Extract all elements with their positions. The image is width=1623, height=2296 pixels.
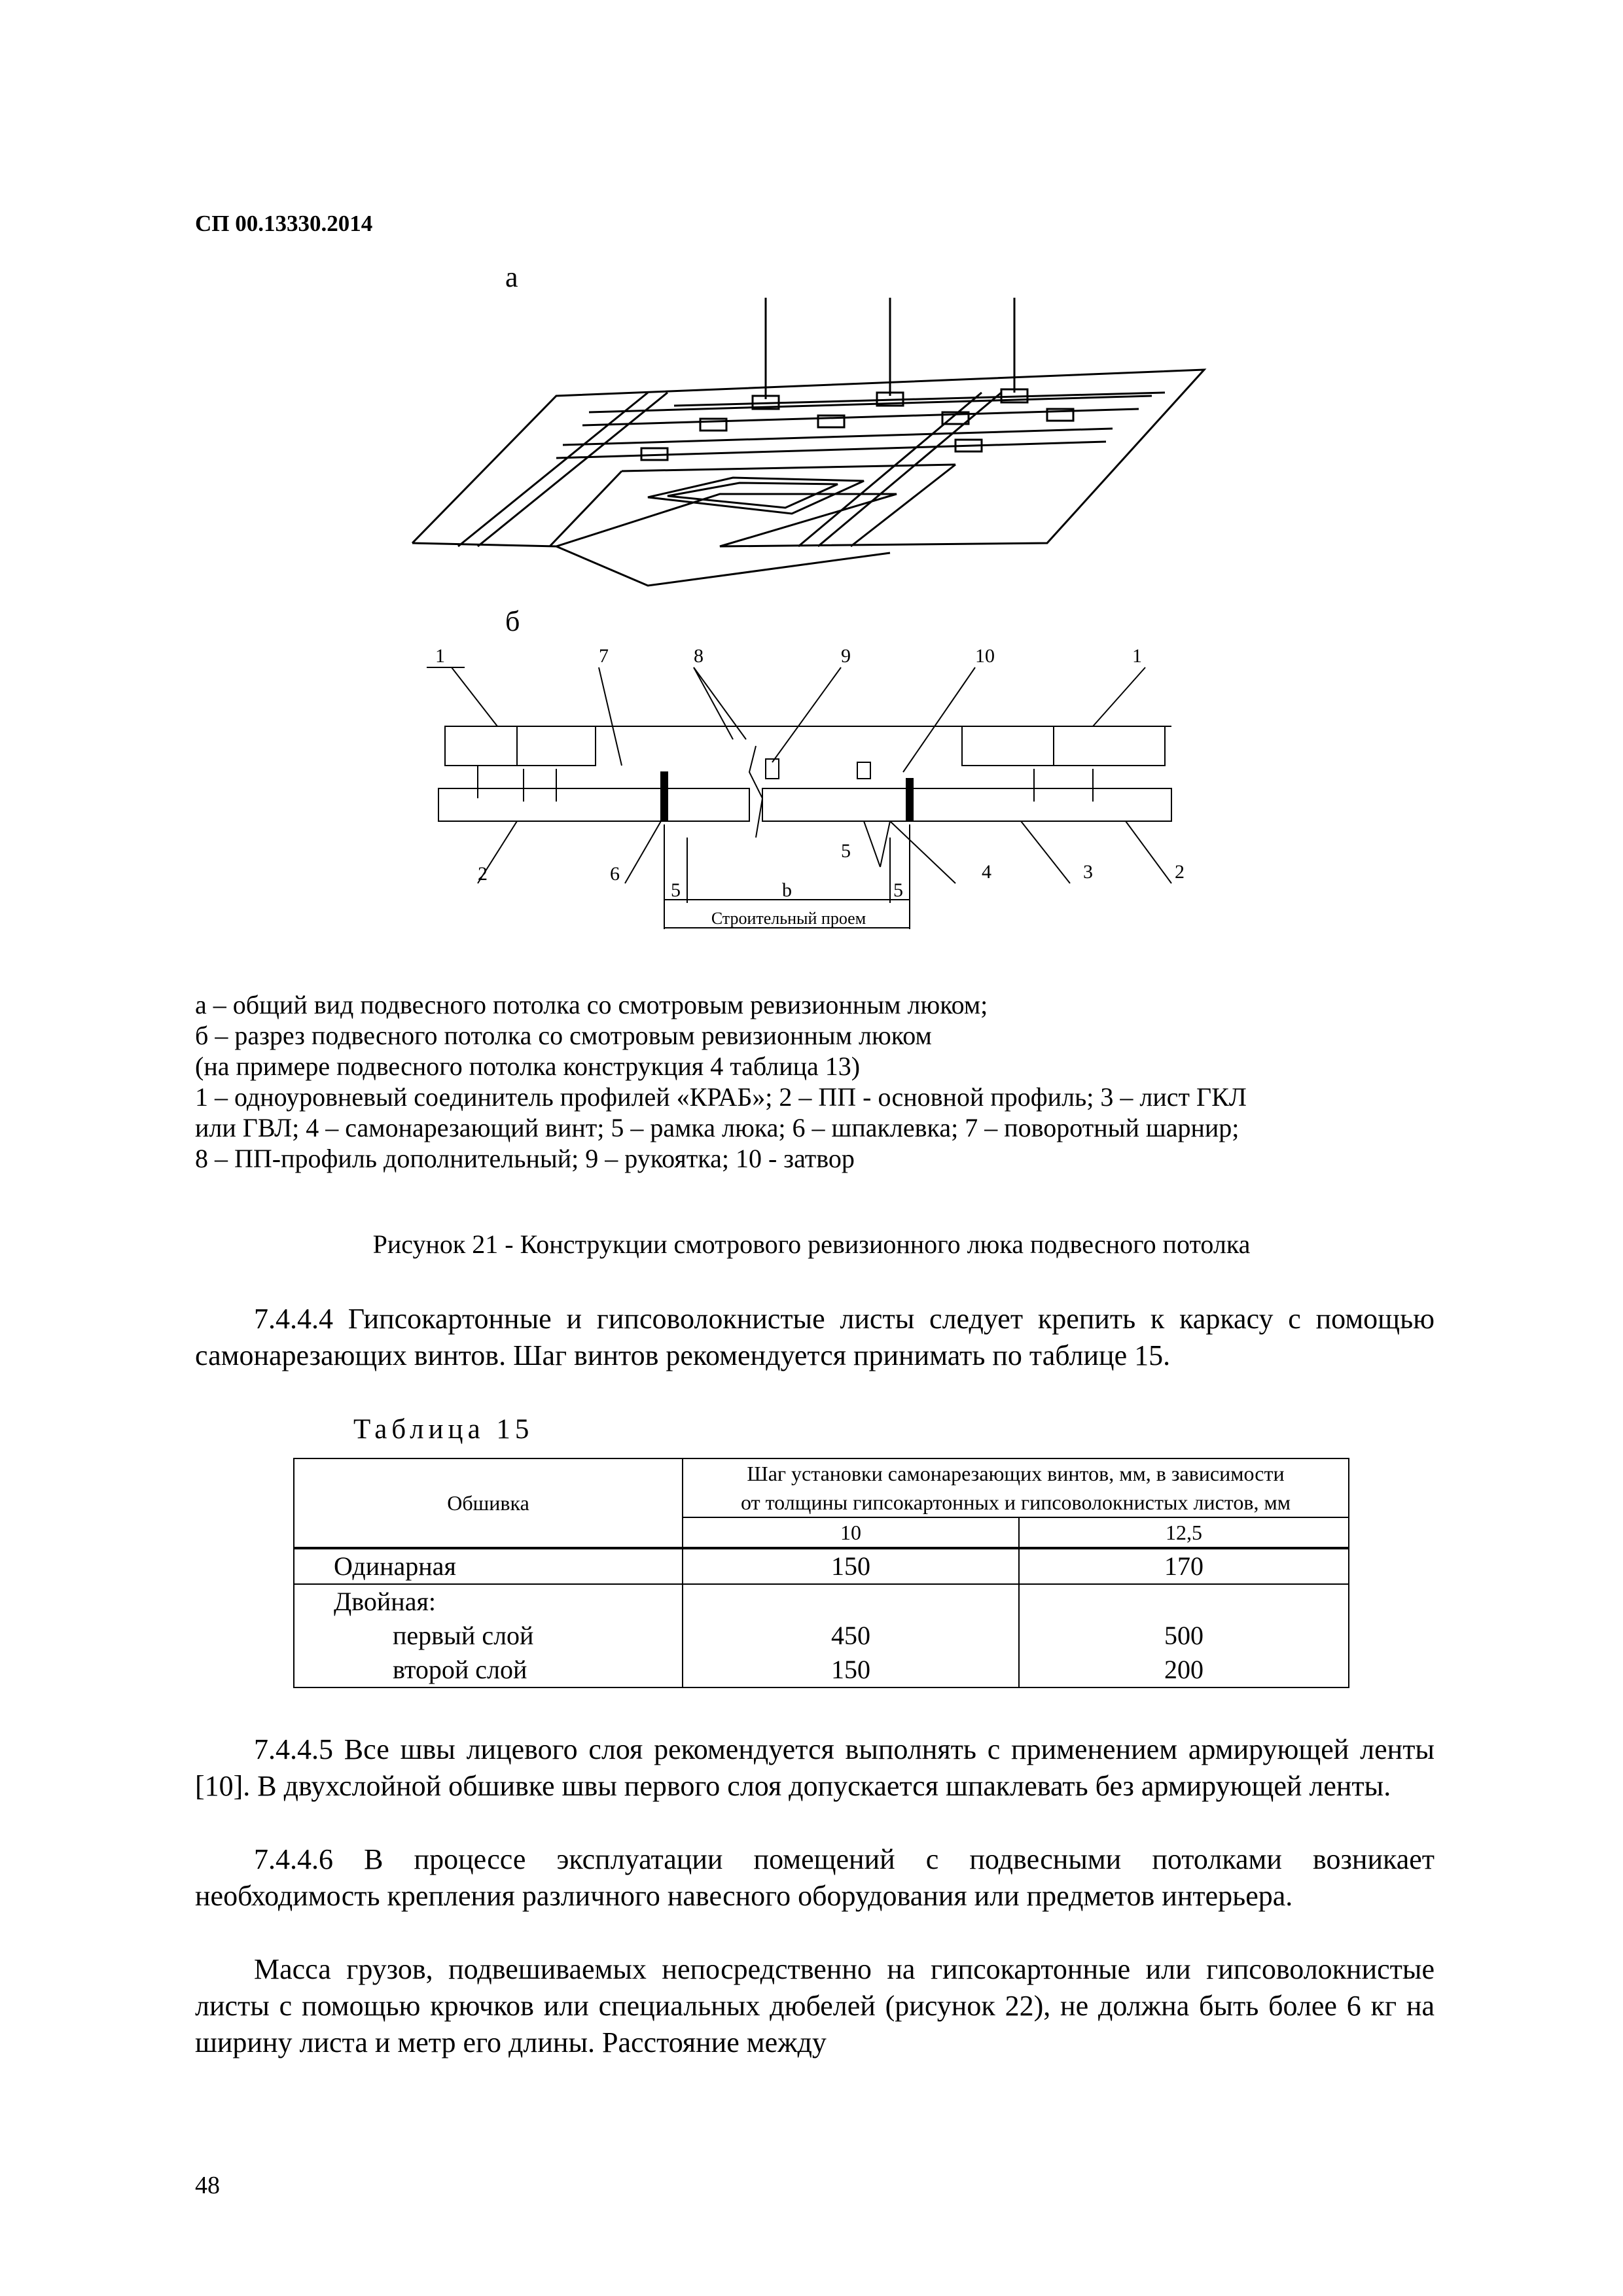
page-number: 48 — [195, 2172, 220, 2199]
table-header-group — [683, 1458, 1349, 1517]
figure-panel-a-label: а — [505, 261, 518, 293]
row-single-label: Одинарная — [294, 1548, 683, 1584]
document-code: СП 00.13330.2014 — [195, 211, 373, 236]
callout-1-left: 1 — [435, 645, 445, 667]
paragraph-7-4-4-5: 7.4.4.5 Все швы лицевого слоя рекомендуется выполнять с применением армирующей ленты [10]. В двухслойной обшивке швы первого слоя допускается шпаклевать без армирующей ленты. — [195, 1733, 1435, 1802]
table-row — [294, 1548, 1349, 1584]
caption-line-1: а – общий вид подвесного потолка со смотровым ревизионным люком; — [195, 990, 988, 1019]
dim-5-right: 5 — [893, 879, 903, 901]
row-first-label: первый слой — [393, 1621, 534, 1650]
caption-line-2: б – разрез подвесного потолка со смотровым ревизионным люком — [195, 1021, 932, 1050]
table-header-group-line-2: от толщины гипсокартонных и гипсоволокнистых листов, мм — [741, 1491, 1291, 1514]
callout-9: 9 — [841, 645, 851, 667]
callout-6: 6 — [610, 863, 620, 885]
row-second-v1: 150 — [831, 1655, 870, 1684]
caption-line-4: 1 – одноуровневый соединитель профилей «КРАБ»; 2 – ПП - основной профиль; 3 – лист ГКЛ — [195, 1082, 1247, 1112]
table-subheader-10: 10 — [683, 1517, 1019, 1548]
table-subheader-12-5: 12,5 — [1019, 1517, 1349, 1548]
row-double-v1-cell — [683, 1584, 1019, 1687]
callout-8: 8 — [694, 645, 704, 667]
callout-5: 5 — [841, 840, 851, 862]
caption-line-3: (на примере подвесного потолка конструкция 4 таблица 13) — [195, 1051, 861, 1081]
paragraph-mass: Масса грузов, подвешиваемых непосредственно на гипсокартонные или гипсоволокнистые листы с помощью крючков или специальных дюбелей (рисунок 22), не должна быть более 6 кг на ширину листа и метр его длины. Расстояние между — [195, 1953, 1435, 2058]
ceiling-isometric-drawing — [393, 288, 1230, 609]
figure-panel-b-label: б — [505, 605, 520, 637]
table-header-sheathing: Обшивка — [294, 1458, 683, 1548]
row-double-v2-cell — [1019, 1584, 1349, 1687]
callout-4: 4 — [982, 861, 991, 883]
callout-10: 10 — [975, 645, 995, 667]
paragraph-7-4-4-4: 7.4.4.4 Гипсокартонные и гипсоволокнистые листы следует крепить к каркасу с помощью самонарезающих винтов. Шаг винтов рекомендуется принимать по таблице 15. — [195, 1303, 1435, 1371]
callout-1-right: 1 — [1132, 645, 1142, 667]
row-single-v1: 150 — [683, 1548, 1019, 1584]
opening-label: Строительный проем — [711, 909, 866, 928]
paragraph-7-4-4-6: 7.4.4.6 В процессе эксплуатации помещений с подвесными потолками возникает необходимость крепления различного навесного оборудования или предметов интерьера. — [195, 1843, 1435, 1912]
callout-2-left: 2 — [478, 863, 488, 885]
table-header-group-line-1: Шаг установки самонарезающих винтов, мм, в зависимости — [747, 1462, 1285, 1485]
dim-5-left: 5 — [671, 879, 681, 901]
row-first-v2: 500 — [1164, 1621, 1204, 1650]
callout-7: 7 — [599, 645, 609, 667]
caption-line-6: 8 – ПП-профиль дополнительный; 9 – рукоятка; 10 - затвор — [195, 1144, 855, 1173]
callout-3: 3 — [1083, 861, 1093, 883]
table-title: Таблица 15 — [353, 1414, 534, 1445]
row-double-label: Двойная: — [334, 1587, 436, 1616]
row-first-v1: 450 — [831, 1621, 870, 1650]
screw-spacing-table — [293, 1458, 1349, 1688]
figure-title: Рисунок 21 - Конструкции смотрового ревизионного люка подвесного потолка — [372, 1229, 1251, 1259]
callout-2-right: 2 — [1175, 861, 1185, 883]
row-double-cell — [294, 1584, 683, 1687]
ceiling-section-drawing — [406, 641, 1217, 949]
table-row — [294, 1584, 1349, 1687]
row-second-v2: 200 — [1164, 1655, 1204, 1684]
caption-line-5: или ГВЛ; 4 – самонарезающий винт; 5 – рамка люка; 6 – шпаклевка; 7 – поворотный шарнир; — [195, 1113, 1240, 1142]
dim-b: b — [782, 879, 792, 901]
row-single-v2: 170 — [1019, 1548, 1349, 1584]
row-second-label: второй слой — [393, 1655, 527, 1684]
